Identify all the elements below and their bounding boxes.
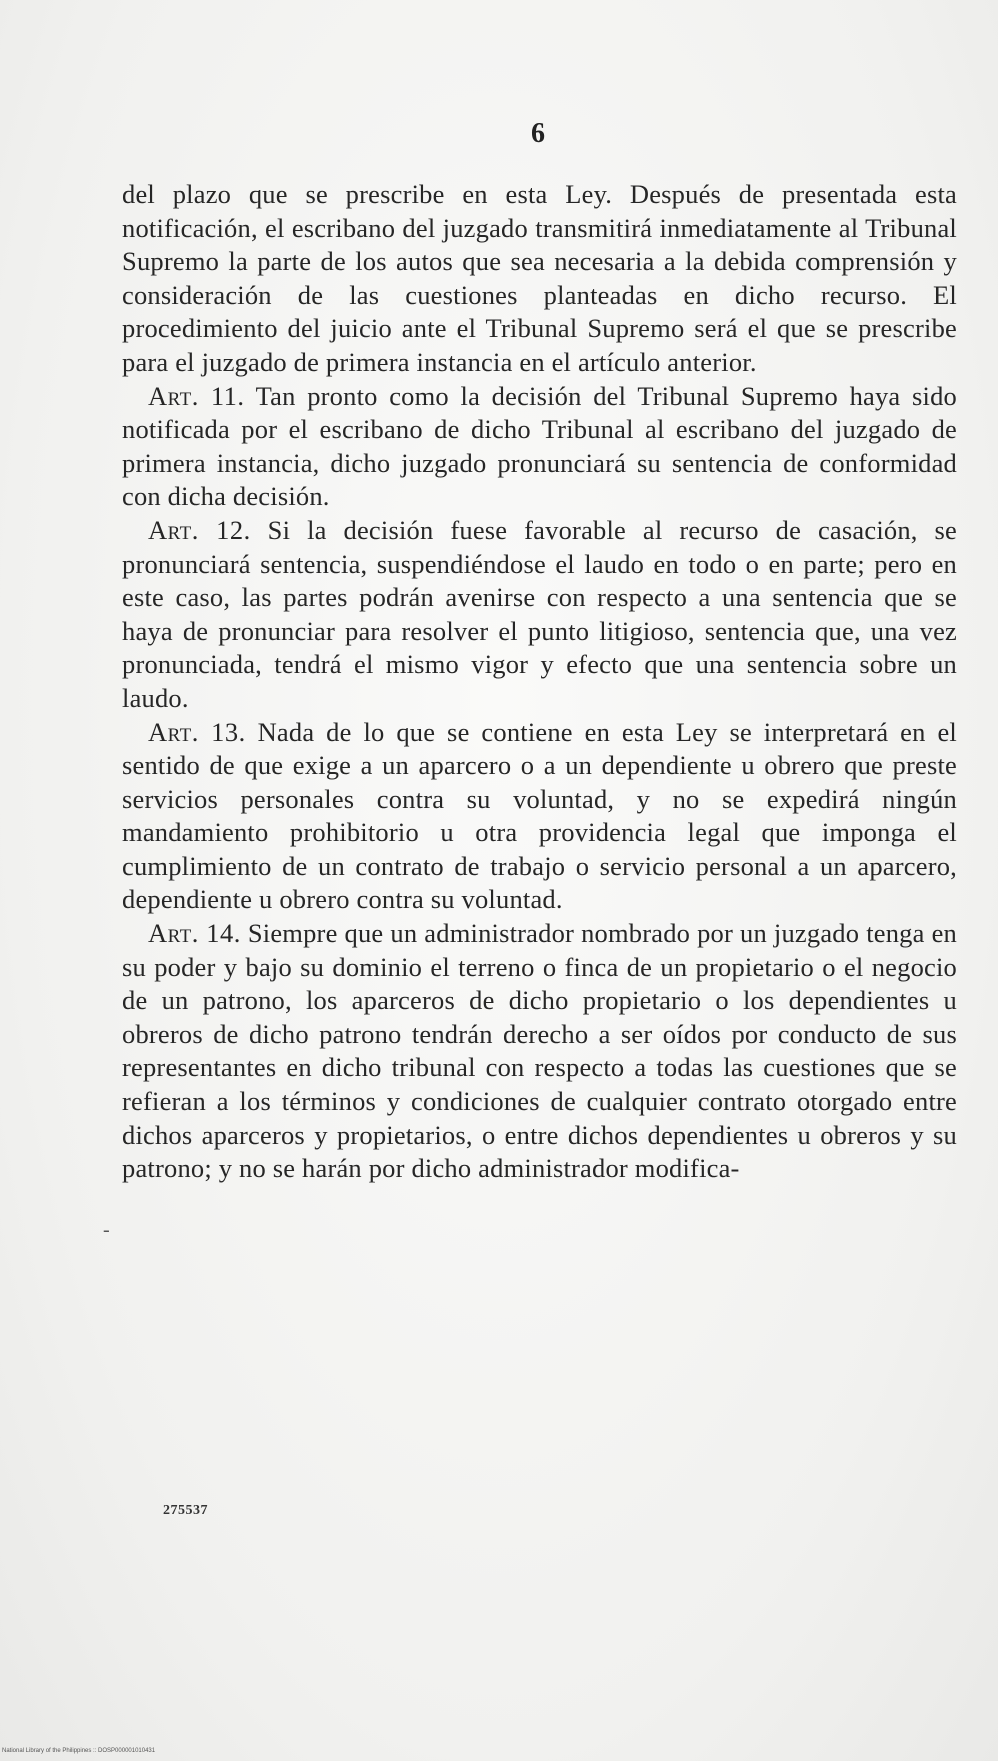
article-text: Si la decisión fuese favorable al recurso de casación, se pronunciará sentencia, suspendiéndose el laudo en todo o en parte; pero en este caso, las partes podrán avenirse con respecto a una sentencia que se haya de pronunciar para resolver el punto litigioso, sentencia que, una vez pronunciada, tendrá el mismo vigor y efecto que una sentencia sobre un laudo. [122, 514, 958, 713]
paragraph-text: del plazo que se prescribe en esta Ley. Después de presentada esta notificación, el escribano del juzgado transmitirá inmediatamente al Tribunal Supremo la parte de los autos que sea necesaria a la debida comprensión y consideración de las cuestiones planteadas en dicho recurso. El procedimiento del juicio ante el Tribunal Supremo será el que se prescribe para el juzgado de primera instancia en el artículo anterior. [122, 179, 957, 377]
article-11 [122, 380, 957, 514]
page-number: 6 [531, 118, 545, 149]
body-text [122, 178, 957, 1186]
article-text: Siempre que un administrador nombrado por un juzgado tenga en su poder y bajo su dominio el terreno o finca de un propietario o el negocio de un patrono, los aparceros de dicho propietario o los dependientes u obreros de dicho patrono tendrán derecho a ser oídos por conducto de sus representantes en dicho tribunal con respecto a todas las cuestiones que se refieran a los términos y condiciones de cualquier contrato otorgado entre dichos aparceros y propietarios, o entre dichos dependientes u obreros y su patrono; y no se harán por dicho administrador modifica- [122, 918, 957, 1184]
article-text: Nada de lo que se contiene en esta Ley se interpretará en el sentido de que exige a un aparcero o a un dependiente u obrero que preste servicios personales contra su voluntad, y no se expedirá ningún mandamiento prohibitorio u otra providencia legal que imponga el cumplimiento de un contrato de trabajo o servicio personal a un aparcero, dependiente u obrero contra su voluntad. [122, 716, 957, 915]
article-14 [122, 917, 957, 1186]
printer-signature-code: 275537 [163, 1503, 208, 1518]
margin-mark: - [103, 1219, 110, 1241]
article-label: Art. 12. [148, 514, 251, 545]
article-13 [122, 716, 957, 918]
scan-credit: National Library of the Philippines :: DOSP000001010431 [2, 1748, 156, 1754]
article-label: Art. 11. [148, 380, 245, 411]
article-12 [122, 514, 957, 716]
paragraph-continuation [122, 178, 957, 380]
article-label: Art. 13. [148, 716, 246, 747]
article-label: Art. 14. [148, 918, 241, 949]
article-text: Tan pronto como la decisión del Tribunal Supremo haya sido notificada por el escribano de dicho Tribunal al escribano del juzgado de primera instancia, dicho juzgado pronunciará su sentencia de conformidad con dicha decisión. [122, 380, 957, 512]
